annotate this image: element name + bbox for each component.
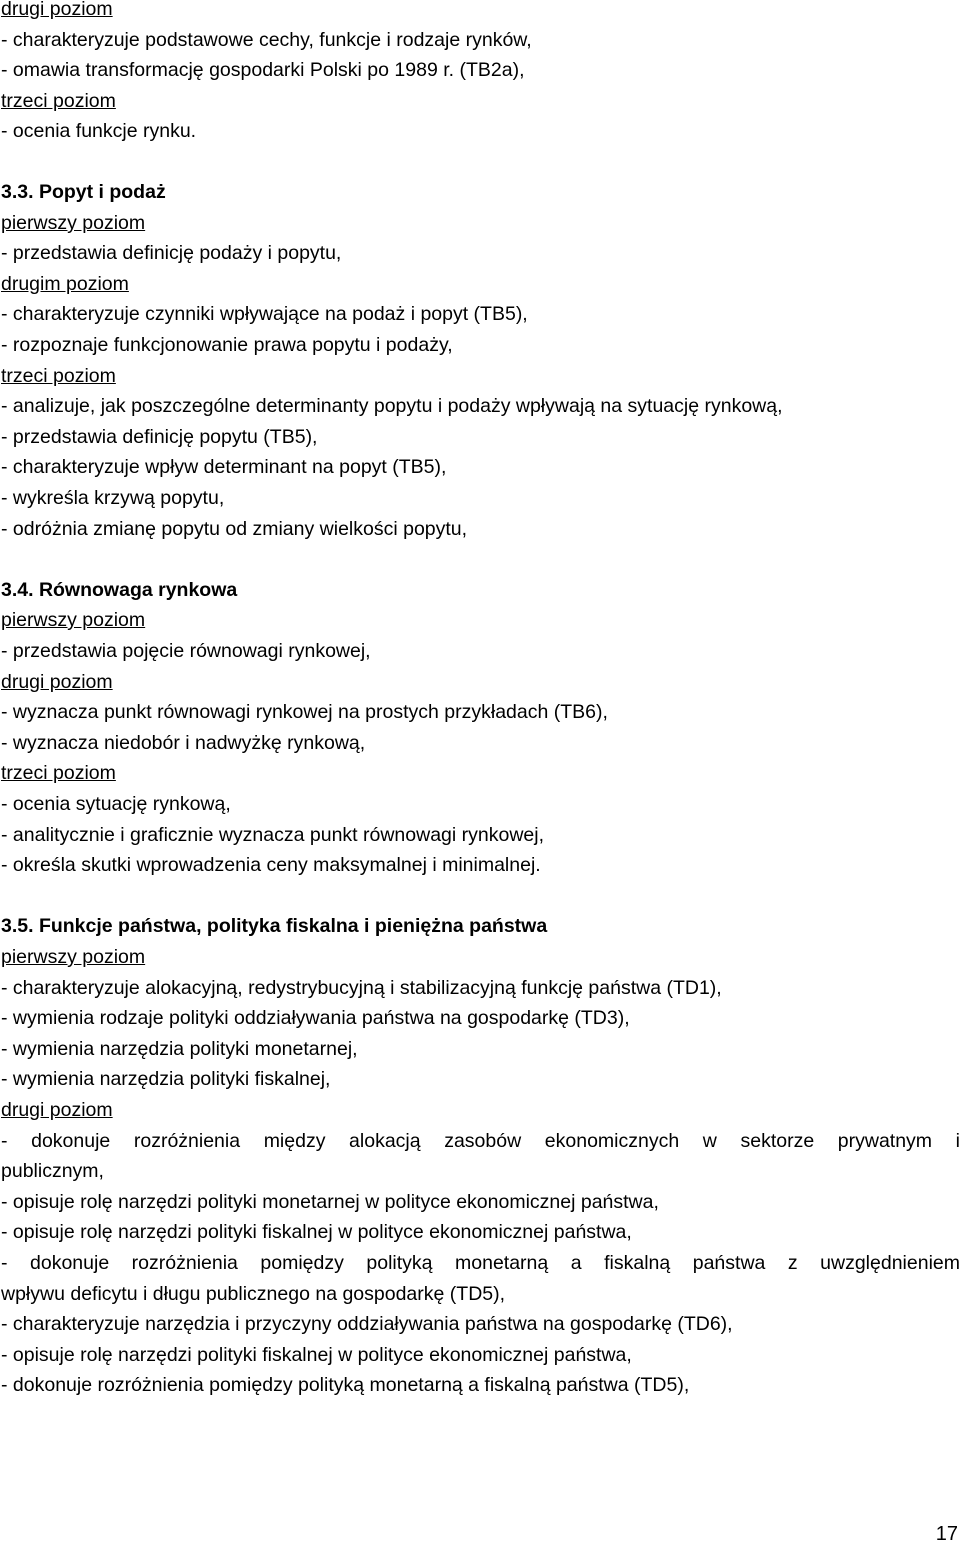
list-item: - opisuje rolę narzędzi polityki fiskalnej w polityce ekonomicznej państwa, — [1, 1344, 632, 1366]
list-item: - opisuje rolę narzędzi polityki monetarnej w polityce ekonomicznej państwa, — [1, 1191, 659, 1213]
list-item: - określa skutki wprowadzenia ceny maksymalnej i minimalnej. — [1, 854, 541, 876]
list-item: - przedstawia definicję popytu (TB5), — [1, 426, 318, 448]
level-label: drugi poziom — [1, 671, 113, 693]
level-label: drugim poziom — [1, 273, 129, 295]
list-item: - charakteryzuje czynniki wpływające na podaż i popyt (TB5), — [1, 303, 528, 325]
list-item: - wymienia narzędzia polityki fiskalnej, — [1, 1068, 331, 1090]
level-label: pierwszy poziom — [1, 212, 146, 234]
list-item: - omawia transformację gospodarki Polski po 1989 r. (TB2a), — [1, 59, 525, 81]
list-item: - rozpoznaje funkcjonowanie prawa popytu i podaży, — [1, 334, 453, 356]
list-item: - charakteryzuje wpływ determinant na popyt (TB5), — [1, 456, 447, 478]
level-label: drugi poziom — [1, 0, 113, 20]
level-label: trzeci poziom — [1, 365, 116, 387]
section-heading: 3.4. Równowaga rynkowa — [1, 579, 238, 601]
list-item: - wyznacza niedobór i nadwyżkę rynkową, — [1, 732, 366, 754]
section-heading: 3.5. Funkcje państwa, polityka fiskalna i pieniężna państwa — [1, 915, 548, 937]
list-item: - dokonuje rozróżnienia pomiędzy polityką monetarną a fiskalną państwa z uwzględnieniem — [1, 1252, 960, 1274]
level-label: trzeci poziom — [1, 762, 116, 784]
list-item-continuation: publicznym, — [1, 1160, 104, 1182]
list-item: - wyznacza punkt równowagi rynkowej na prostych przykładach (TB6), — [1, 701, 608, 723]
section-heading: 3.3. Popyt i podaż — [1, 181, 166, 203]
list-item: - charakteryzuje podstawowe cechy, funkcje i rodzaje rynków, — [1, 29, 532, 51]
list-item: - charakteryzuje alokacyjną, redystrybucyjną i stabilizacyjną funkcję państwa (TD1), — [1, 977, 722, 999]
level-label: drugi poziom — [1, 1099, 113, 1121]
list-item: - wykreśla krzywą popytu, — [1, 487, 225, 509]
page-number: 17 — [935, 1523, 958, 1545]
list-item: - charakteryzuje narzędzia i przyczyny oddziaływania państwa na gospodarkę (TD6), — [1, 1313, 733, 1335]
level-label: trzeci poziom — [1, 90, 116, 112]
list-item: - dokonuje rozróżnienia pomiędzy polityką monetarną a fiskalną państwa (TD5), — [1, 1374, 690, 1396]
level-label: pierwszy poziom — [1, 946, 146, 968]
list-item: - analizuje, jak poszczególne determinanty popytu i podaży wpływają na sytuację rynkową, — [1, 395, 783, 417]
list-item-continuation: wpływu deficytu i długu publicznego na gospodarkę (TD5), — [1, 1283, 506, 1305]
list-item: - ocenia funkcje rynku. — [1, 120, 197, 142]
list-item: - opisuje rolę narzędzi polityki fiskalnej w polityce ekonomicznej państwa, — [1, 1221, 632, 1243]
list-item: - wymienia narzędzia polityki monetarnej, — [1, 1038, 358, 1060]
list-item: - wymienia rodzaje polityki oddziaływania państwa na gospodarkę (TD3), — [1, 1007, 630, 1029]
list-item: - dokonuje rozróżnienia między alokacją zasobów ekonomicznych w sektorze prywatnym i — [1, 1130, 960, 1152]
list-item: - odróżnia zmianę popytu od zmiany wielkości popytu, — [1, 518, 468, 540]
list-item: - przedstawia definicję podaży i popytu, — [1, 242, 342, 264]
list-item: - analitycznie i graficznie wyznacza punkt równowagi rynkowej, — [1, 824, 544, 846]
level-label: pierwszy poziom — [1, 609, 146, 631]
list-item: - ocenia sytuację rynkową, — [1, 793, 231, 815]
list-item: - przedstawia pojęcie równowagi rynkowej, — [1, 640, 371, 662]
